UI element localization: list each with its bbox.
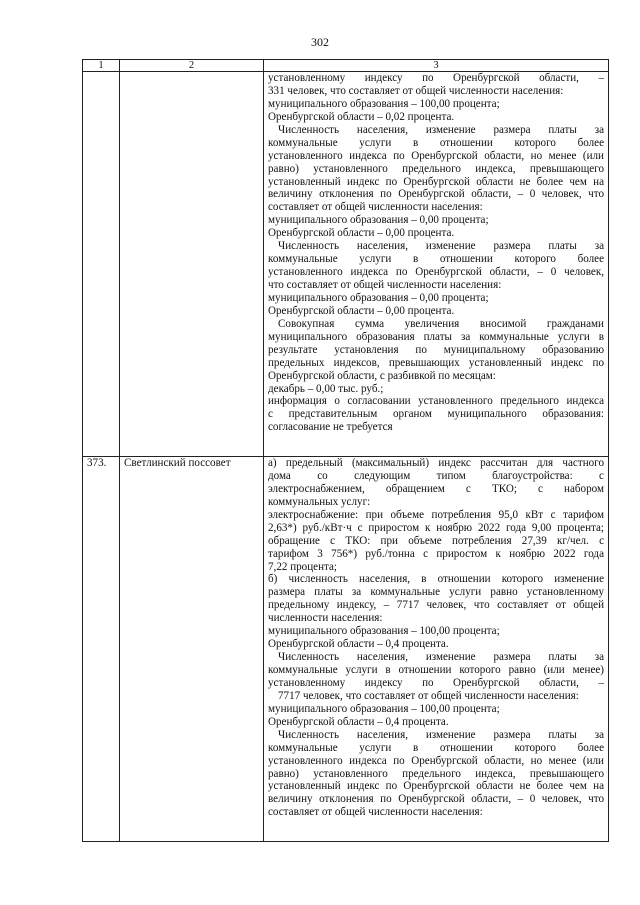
table-header-row bbox=[83, 60, 609, 72]
text-line: что составляет от общей численности населения: bbox=[268, 279, 502, 291]
text-line: муниципального образования – 0,00 процента; bbox=[268, 214, 489, 227]
text-line: размера платы за коммунальные услуги равно установленному bbox=[268, 586, 604, 599]
text-line: численности населения: bbox=[268, 612, 383, 625]
text-line: электроснабжение: при объеме потребления 95,0 кВт с тарифом bbox=[268, 508, 604, 521]
document-table bbox=[82, 59, 609, 842]
text-line: установленного индекса по Оренбургской области, но менее (или bbox=[268, 754, 604, 767]
text-line: Численность населения, изменение размера платы за bbox=[278, 651, 604, 664]
row-number-cell bbox=[83, 72, 120, 457]
text-line: предельных индексов, превышающих установленный индекс по bbox=[268, 356, 604, 369]
text-line: декабрь – 0,00 тыс. руб.; bbox=[268, 382, 384, 395]
text-line: величину отклонения по Оренбургской области, – 0 человек, что bbox=[268, 188, 604, 201]
text-line: предельному индексу, – 7717 человек, что составляет от общей bbox=[268, 599, 604, 612]
text-line: б) численность населения, в отношении которого изменение bbox=[268, 573, 604, 586]
text-line: Оренбургской области, с разбивкой по месяцам: bbox=[268, 369, 496, 382]
text-line: согласование не требуется bbox=[268, 421, 393, 434]
text-line: Оренбургской области – 0,00 процента. bbox=[268, 304, 455, 317]
text-line: тарифом 3 756*) руб./тонна с приростом к ноябрю 2022 года bbox=[268, 547, 604, 560]
text-line: коммунальные услуги в отношении которого равно (или менее) bbox=[268, 664, 604, 676]
text-line: установленному индексу по Оренбургской области, – bbox=[268, 72, 604, 84]
text-line: величину отклонения по Оренбургской области, – 0 человек, что bbox=[268, 793, 604, 806]
column-header-3: 3 bbox=[264, 60, 609, 72]
text-line: Оренбургской области – 0,4 процента. bbox=[268, 715, 449, 728]
text-line: Численность населения, изменение размера платы за bbox=[278, 240, 604, 253]
text-line: составляет от общей численности населения: bbox=[268, 201, 483, 214]
text-line: результате установления по муниципальному образованию bbox=[268, 343, 604, 356]
text-line: Совокупная сумма увеличения вносимой гражданами bbox=[278, 317, 604, 330]
text-line: 331 человек, что составляет от общей численности населения: bbox=[268, 84, 564, 97]
text-line: установленный индекс по Оренбургской области не более чем на bbox=[268, 780, 604, 793]
text-line: с представительным органом муниципального образования: bbox=[268, 408, 604, 421]
page-number: 302 bbox=[311, 35, 329, 49]
row-number-cell: 373. bbox=[83, 457, 120, 842]
text-line: установленного индекса по Оренбургской области, – 0 человек, bbox=[268, 266, 604, 279]
municipality-name-cell bbox=[120, 72, 264, 457]
text-line: коммунальных услуг: bbox=[268, 495, 371, 508]
text-line: установленному индексу по Оренбургской области, – bbox=[268, 676, 604, 689]
text-line: информация о согласовании установленного предельного индекса bbox=[268, 395, 604, 408]
text-line: установленный индекс по Оренбургской области не более чем на bbox=[268, 175, 604, 188]
text-line: дома со следующим типом благоустройства: с bbox=[268, 469, 604, 482]
column-header-1: 1 bbox=[83, 60, 120, 72]
text-line: муниципального образования – 100,00 процента; bbox=[268, 625, 500, 638]
municipality-name-cell: Светлинский поссовет bbox=[120, 457, 264, 842]
text-line: электроснабжением, обращением с ТКО; с набором bbox=[268, 482, 604, 495]
table-row bbox=[83, 72, 609, 457]
text-line: коммунальные услуги в отношении которого более bbox=[268, 253, 604, 266]
text-line: муниципального образования – 100,00 процента; bbox=[268, 702, 500, 715]
text-line: коммунальные услуги в отношении которого более bbox=[268, 136, 604, 149]
text-line: Оренбургской области – 0,4 процента. bbox=[268, 638, 449, 651]
text-line: а) предельный (максимальный) индекс рассчитан для частного bbox=[268, 457, 604, 469]
text-line: муниципального образования – 0,00 процента; bbox=[268, 291, 489, 304]
text-line: коммунальные услуги в отношении которого более bbox=[268, 741, 604, 754]
text-line: Численность населения, изменение размера платы за bbox=[278, 728, 604, 741]
text-line: равно) установленного предельного индекса, превышающего bbox=[268, 767, 604, 780]
text-line: составляет от общей численности населения: bbox=[268, 806, 483, 819]
text-line: 7,22 процента; bbox=[268, 560, 338, 573]
text-line: муниципального образования – 100,00 процента; bbox=[268, 97, 500, 110]
row-content-cell bbox=[264, 72, 609, 457]
text-line: установленного индекса по Оренбургской области, но менее (или bbox=[268, 149, 604, 162]
text-line: 7717 человек, что составляет от общей численности населения: bbox=[278, 689, 579, 702]
column-header-2: 2 bbox=[120, 60, 264, 72]
text-line: 2,63*) руб./кВт·ч с приростом к ноябрю 2022 года 9,00 процента; bbox=[268, 521, 604, 534]
text-line: равно) установленного предельного индекса, превышающего bbox=[268, 162, 604, 175]
text-line: Оренбургской области – 0,02 процента. bbox=[268, 110, 455, 123]
text-line: Оренбургской области – 0,00 процента. bbox=[268, 227, 455, 240]
text-line: Численность населения, изменение размера платы за bbox=[278, 123, 604, 136]
table-row bbox=[83, 457, 609, 842]
text-line: муниципального образования платы за коммунальные услуги в bbox=[268, 330, 604, 343]
row-content-cell bbox=[264, 457, 609, 842]
text-line: обращение с ТКО: при объеме потребления 27,39 кг/чел. с bbox=[268, 534, 604, 547]
